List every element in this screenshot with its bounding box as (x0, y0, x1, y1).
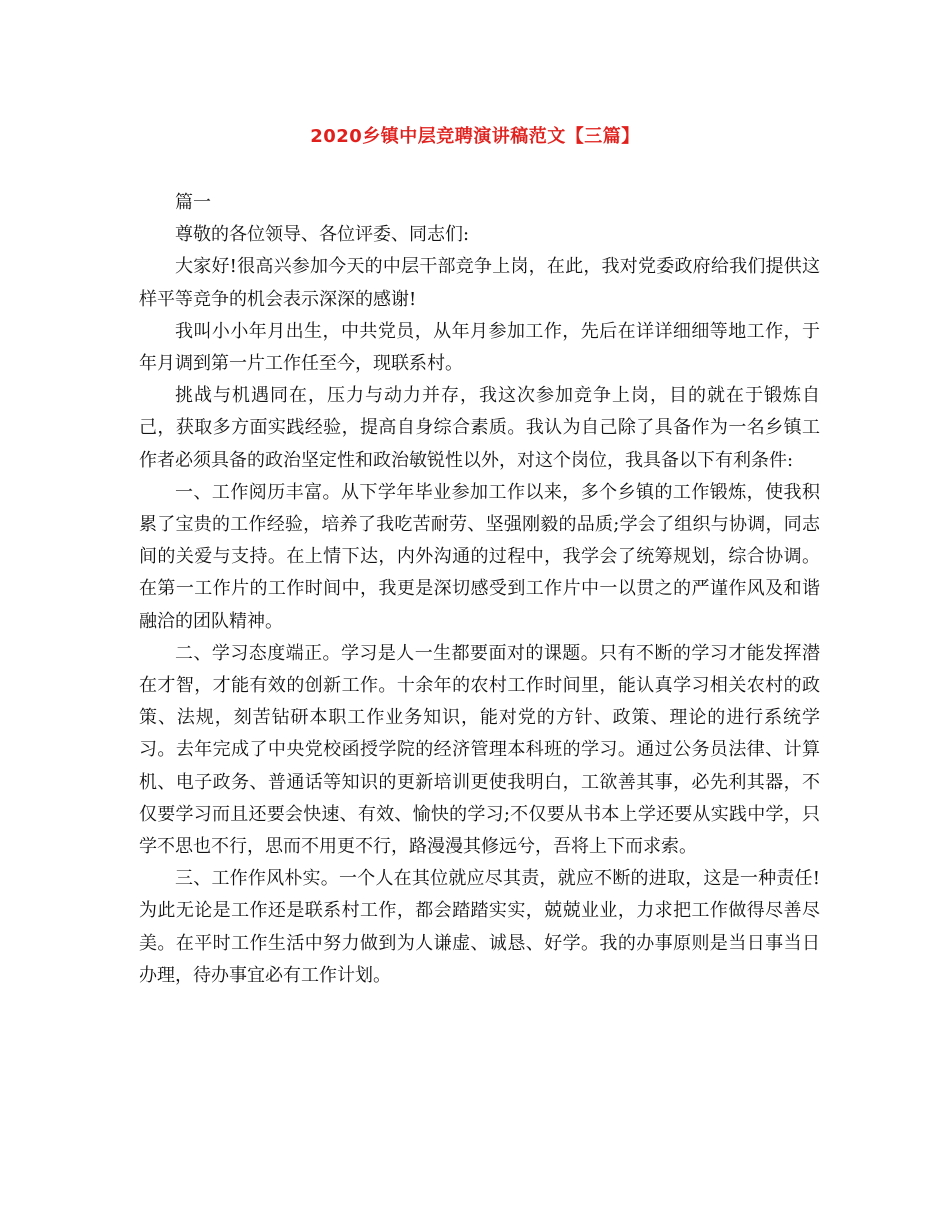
paragraph-point-two: 二、学习态度端正。学习是人一生都要面对的课题。只有不断的学习才能发挥潜在才智，才能有效的创新工作。十余年的农村工作时间里，能认真学习相关农村的政策、法规，刻苦钻研本职工作业务知识，能对党的方针、政策、理论的进行系统学习。去年完成了中央党校函授学院的经济管理本科班的学习。通过公务员法律、计算机、电子政务、普通话等知识的更新培训更使我明白，工欲善其事，必先利其器，不仅要学习而且还要会快速、有效、愉快的学习;不仅要从书本上学还要从实践中学，只学不思也不行，思而不用更不行，路漫漫其修远兮，吾将上下而求索。 (139, 642, 820, 858)
paragraph-self-intro: 我叫小小年月出生，中共党员，从年月参加工作，先后在详详细细等地工作，于年月调到第一片工作任至今，现联系村。 (139, 320, 820, 375)
document-body (139, 187, 820, 992)
paragraph-greeting: 大家好!很高兴参加今天的中层干部竞争上岗，在此，我对党委政府给我们提供这样平等竞争的机会表示深深的感谢! (139, 256, 820, 310)
document-title: 2020乡镇中层竞聘演讲稿范文【三篇】 (310, 126, 640, 147)
section-heading: 篇一 (175, 192, 211, 213)
paragraph-point-three: 三、工作作风朴实。一个人在其位就应尽其责，就应不断的进取，这是一种责任!为此无论是工作还是联系村工作，都会踏踏实实，兢兢业业，力求把工作做得尽善尽美。在平时工作生活中努力做到为人谦虚、诚恳、好学。我的办事原则是当日事当日办理，待办事宜必有工作计划。 (139, 868, 820, 986)
paragraph-point-one: 一、工作阅历丰富。从下学年毕业参加工作以来，多个乡镇的工作锻炼，使我积累了宝贵的工作经验，培养了我吃苦耐劳、坚强刚毅的品质;学会了组织与协调，同志间的关爱与支持。在上情下达，内外沟通的过程中，我学会了统筹规划，综合协调。在第一工作片的工作时间中，我更是深切感受到工作片中一以贯之的严谨作风及和谐融洽的团队精神。 (139, 481, 820, 632)
salutation: 尊敬的各位领导、各位评委、同志们: (175, 224, 470, 246)
paragraph-motivation: 挑战与机遇同在，压力与动力并存，我这次参加竞争上岗，目的就在于锻炼自己，获取多方面实践经验，提高自身综合素质。我认为自己除了具备作为一名乡镇工作者必须具备的政治坚定性和政治敏锐性以外，对这个岗位，我具备以下有利条件: (139, 385, 820, 471)
